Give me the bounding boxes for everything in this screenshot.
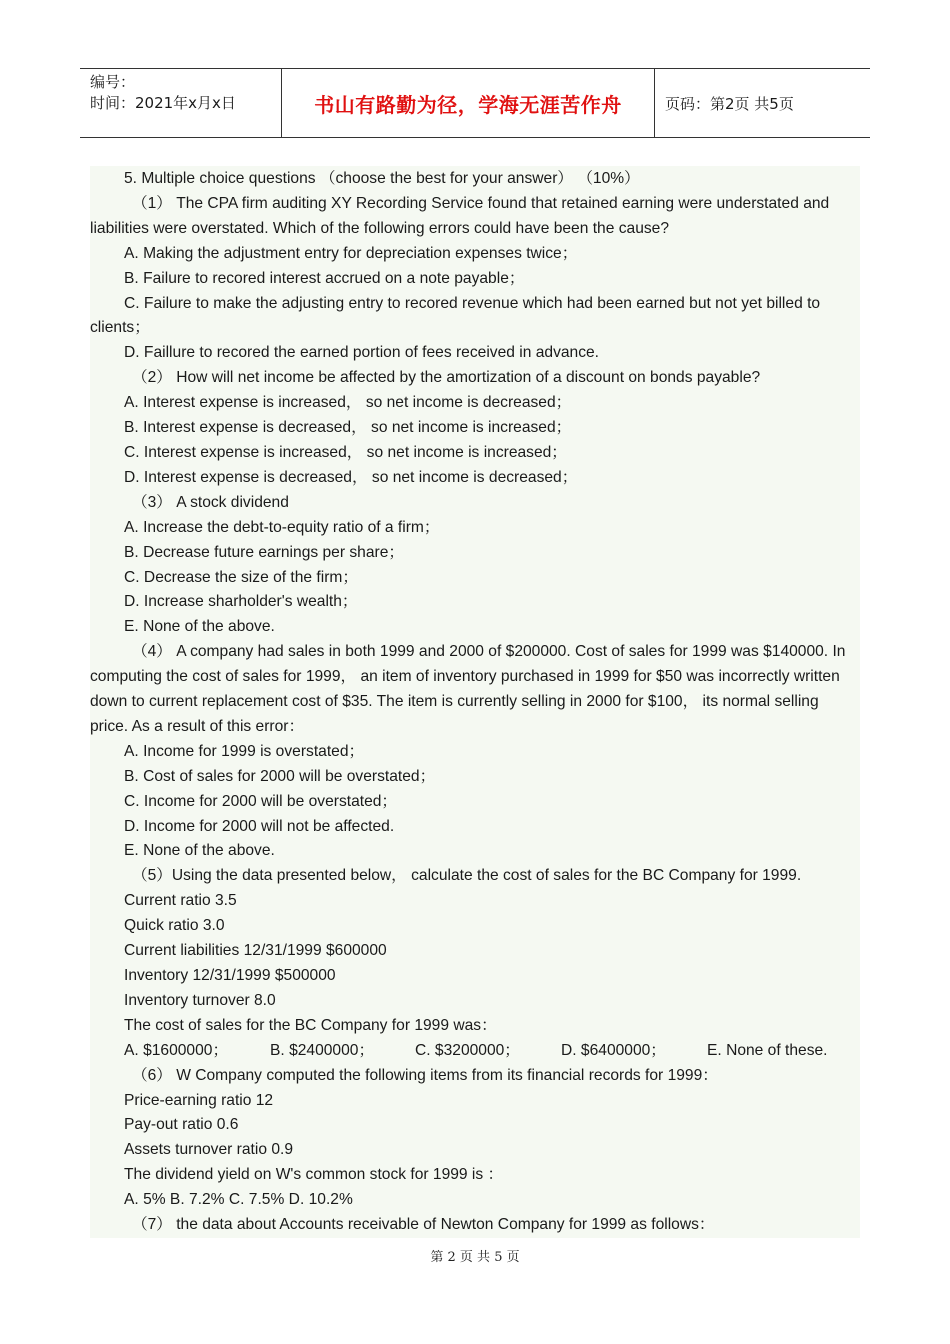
- question-block-1: [90, 167, 860, 1039]
- text-line: B. Cost of sales for 2000 will be overstated；: [124, 767, 436, 785]
- text-line: Current ratio 3.5: [124, 892, 237, 910]
- text-line: 5. Multiple choice questions （choose the best for your answer） （10%）: [124, 170, 640, 187]
- text-line: （2） How will net income be affected by the amortization of a discount on bonds payable?: [132, 369, 761, 387]
- text-line: D. Increase sharholder's wealth；: [124, 593, 358, 611]
- q5-option: C. $3200000；: [415, 1041, 520, 1059]
- text-line: A. Income for 1999 is overstated；: [124, 742, 365, 760]
- text-line: Quick ratio 3.0: [124, 917, 225, 935]
- q5-option: A. $1600000；: [124, 1041, 229, 1059]
- text-line: C. Income for 2000 will be overstated；: [124, 792, 398, 810]
- text-line: B. Interest expense is decreased， so net income is increased；: [124, 419, 572, 437]
- document-body: [90, 166, 860, 1238]
- text-line: C. Failure to make the adjusting entry to recored revenue which had been earned but not yet billed to clients；: [90, 294, 821, 337]
- text-line: E. None of the above.: [124, 842, 275, 860]
- text-line: （1） The CPA firm auditing XY Recording Service found that retained earning were understated and liabilities were overstated. Which of the following errors could have been the cause?: [90, 194, 830, 237]
- q5-option: E. None of these.: [707, 1041, 828, 1059]
- text-line: Current liabilities 12/31/1999 $600000: [124, 942, 387, 960]
- text-line: （4） A company had sales in both 1999 and 2000 of $200000. Cost of sales for 1999 was $140000. In computing the cost of sales for 1999， an item of inventory purchased in 1999 for $50 was incorrectly written down to current replacement cost of $35. The item is currently selling in 2000 for $100， its normal selling price. As a result of this error：: [90, 643, 846, 735]
- text-line: Inventory 12/31/1999 $500000: [124, 967, 336, 984]
- text-line: C. Interest expense is increased， so net income is increased；: [124, 443, 567, 461]
- text-line: A. Making the adjustment entry for depreciation expenses twice；: [124, 244, 578, 262]
- text-line: D. Interest expense is decreased， so net income is decreased；: [124, 468, 578, 486]
- page-footer: 第 2 页 共 5 页: [430, 1250, 520, 1265]
- code-label: 编号：: [90, 73, 136, 91]
- q5-options-row: [90, 1039, 836, 1064]
- text-line: （3） A stock dividend: [132, 493, 289, 511]
- text-line: A. Increase the debt-to-equity ratio of a firm；: [124, 518, 440, 536]
- text-line: B. Failure to recored interest accrued on a note payable；: [124, 269, 525, 287]
- text-line: Price-earning ratio 12: [124, 1091, 274, 1109]
- text-line: （7） the data about Accounts receivable of Newton Company for 1999 as follows：: [132, 1216, 715, 1234]
- text-line: The dividend yield on W's common stock for 1999 is ：: [124, 1166, 504, 1184]
- text-line: Inventory turnover 8.0: [124, 991, 276, 1009]
- text-line: Pay-out ratio 0.6: [124, 1116, 239, 1134]
- text-line: D. Faillure to recored the earned portion of fees received in advance.: [124, 344, 600, 362]
- text-line: E. None of the above.: [124, 618, 275, 636]
- text-line: A. 5% B. 7.2% C. 7.5% D. 10.2%: [124, 1191, 353, 1209]
- q5-option: D. $6400000；: [561, 1041, 666, 1059]
- header-meta: [80, 69, 281, 137]
- question-block-2: [90, 1064, 860, 1238]
- text-line: The cost of sales for the BC Company for 1999 was：: [124, 1016, 497, 1034]
- page-header: [80, 68, 870, 138]
- text-line: D. Income for 2000 will not be affected.: [124, 817, 395, 835]
- date-label: 时间：2021年x月x日: [90, 94, 236, 112]
- text-line: C. Decrease the size of the firm；: [124, 568, 358, 586]
- header-page-info: 页码：第2页 共5页: [665, 94, 794, 113]
- text-line: A. Interest expense is increased， so net income is decreased；: [124, 394, 572, 412]
- text-line: B. Decrease future earnings per share；: [124, 543, 404, 561]
- q5-option: B. $2400000；: [270, 1041, 375, 1059]
- text-line: （6） W Company computed the following items from its financial records for 1999：: [132, 1066, 718, 1084]
- text-line: （5）Using the data presented below， calculate the cost of sales for the BC Company for 1999.: [132, 867, 802, 885]
- text-line: Assets turnover ratio 0.9: [124, 1141, 294, 1159]
- header-motto: 书山有路勤为径，学海无涯苦作舟: [281, 69, 655, 137]
